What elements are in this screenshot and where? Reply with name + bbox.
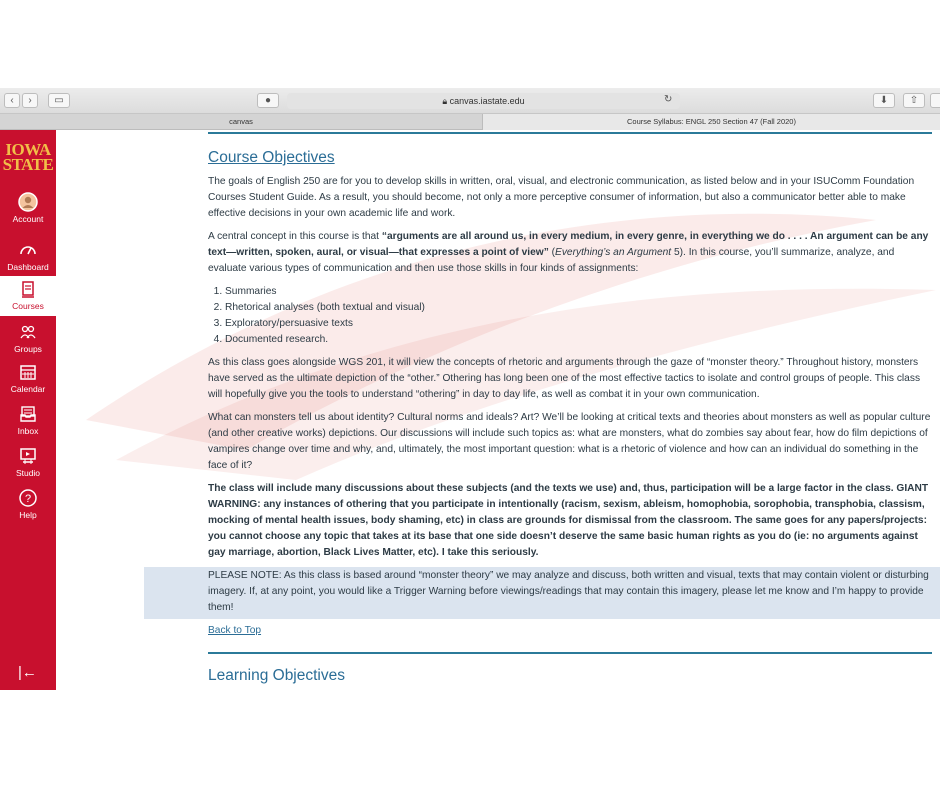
help-icon	[18, 488, 38, 508]
section-heading: Course Objectives	[208, 149, 335, 166]
reload-icon[interactable]: ↻	[664, 94, 673, 105]
back-icon[interactable]: ‹	[4, 93, 20, 108]
nav-account[interactable]: Account	[0, 192, 56, 230]
tabs-overview-icon[interactable]	[930, 93, 940, 108]
paragraph-central-concept: A central concept in this course is that “arguments are all around us, in every medium, in every genre, in everything we do . . . . An argument can be any text—written, spoken, aural, or visual—that expresses a point of view” (Everything’s an Argument 5). In this course, you’ll summarize, analyze, and evaluate various types of communication and then use those skills in four kinds of assignments:	[208, 231, 929, 274]
section-divider	[208, 652, 932, 654]
syllabus-content	[56, 130, 940, 690]
back-to-top-link[interactable]: Back to Top	[208, 625, 262, 636]
nav-groups[interactable]: Groups	[0, 322, 56, 356]
dashboard-icon	[18, 240, 38, 260]
inbox-icon	[18, 404, 38, 424]
course-objectives-section	[208, 148, 932, 686]
nav-studio[interactable]: Studio	[0, 446, 56, 480]
forward-icon[interactable]: ›	[22, 93, 38, 108]
address-bar[interactable]	[287, 93, 680, 109]
nav-inbox[interactable]: Inbox	[0, 404, 56, 438]
shield-icon[interactable]: ●	[257, 93, 279, 108]
list-item: 3. Exploratory/persuasive texts	[225, 316, 932, 332]
paragraph-identity: What can monsters tell us about identity? Cultural norms and ideals? Art? We’ll be looking at critical texts and theories about monsters as well as popular culture (and other creative works) depictions. Our discussions will include such topics as: what are monsters, what do zombies say about fear, how do film depictions of vampires change over time and why, and, ultimately, the most important question: what is a rhetoric of violence and how can an individual do something in the face of it?	[208, 412, 931, 471]
top-blank-area	[0, 0, 940, 88]
account-icon	[18, 192, 38, 212]
list-item: 2. Rhetorical analyses (both textual and visual)	[225, 300, 932, 316]
tab-course-syllabus[interactable]: Course Syllabus: ENGL 250 Section 47 (Fall 2020)	[482, 114, 940, 130]
paragraph-monster-theory: As this class goes alongside WGS 201, it will view the concepts of rhetoric and arguments through the gaze of “monster theory.” Throughout history, monsters have served as the ultimate depiction of the “other.” Othering has long been one of the most effective tactics to isolate and control groups of people. This class will hopefully give you the tools to understand “othering” in day to day life, as well as combat it in your own communication.	[208, 357, 921, 400]
courses-icon	[18, 279, 38, 299]
collapse-nav-icon[interactable]: |←	[18, 664, 37, 681]
list-item: 4. Documented research.	[225, 332, 932, 348]
nav-courses[interactable]: Courses	[0, 276, 56, 316]
browser-tabs	[0, 114, 940, 130]
nav-help[interactable]: ? Help	[0, 488, 56, 522]
paragraph-please-note: PLEASE NOTE: As this class is based around “monster theory” we may analyze and discuss, both written and visual, texts that may contain violent or disturbing imagery. If, at any point, you would like a Trigger Warning before viewings/readings that may contain this imagery, please let me know and I’m happy to provide them!	[208, 570, 929, 613]
assignment-list	[225, 284, 932, 348]
svg-text:?: ?	[24, 493, 32, 505]
studio-icon	[18, 446, 38, 466]
paragraph-warning: The class will include many discussions about these subjects (and the texts we use) and, thus, participation will be a large factor in the class. GIANT WARNING: any instances of othering that you participate in intentionally (racism, sexism, ableism, homophobia, sorophobia, transphobia, classism, mocking of mental health issues, body shaming, etc) in class are grounds for dismissal from the classroom. The same goes for any papers/projects: you cannot choose any topic that takes at its base that one side doesn’t deserve the same basic human rights as you do (ie: no arguments against gay marriage, abortion, Black Lives Matter, etc). I take this seriously.	[208, 483, 929, 558]
browser-toolbar	[0, 88, 940, 114]
list-item: 1. Summaries	[225, 284, 932, 300]
download-icon[interactable]: ⬇	[873, 93, 895, 108]
sidebar-toggle-icon[interactable]: ▭	[48, 93, 70, 108]
nav-calendar[interactable]: Calendar	[0, 362, 56, 396]
lock-icon: 🔒︎	[442, 96, 450, 106]
nav-dashboard[interactable]: Dashboard	[0, 240, 56, 274]
share-icon[interactable]: ⇧	[903, 93, 925, 108]
url-text: canvas.iastate.edu	[449, 96, 525, 106]
bottom-blank-area	[0, 690, 940, 788]
iowa-state-logo[interactable]: IOWA STATE	[2, 140, 54, 174]
tab-canvas[interactable]: canvas	[229, 117, 253, 126]
calendar-icon	[18, 362, 38, 382]
paragraph-goals: The goals of English 250 are for you to develop skills in written, oral, visual, and electronic communication, as listed below and in your ISUComm Foundation Courses Student Guide. As a result, you should become, not only a more perceptive consumer of information, but also a communicator better able to make effective decisions in your own academic life and work.	[208, 176, 915, 219]
global-nav	[0, 130, 56, 690]
groups-icon	[18, 322, 38, 342]
next-section-heading: Learning Objectives	[208, 667, 345, 684]
